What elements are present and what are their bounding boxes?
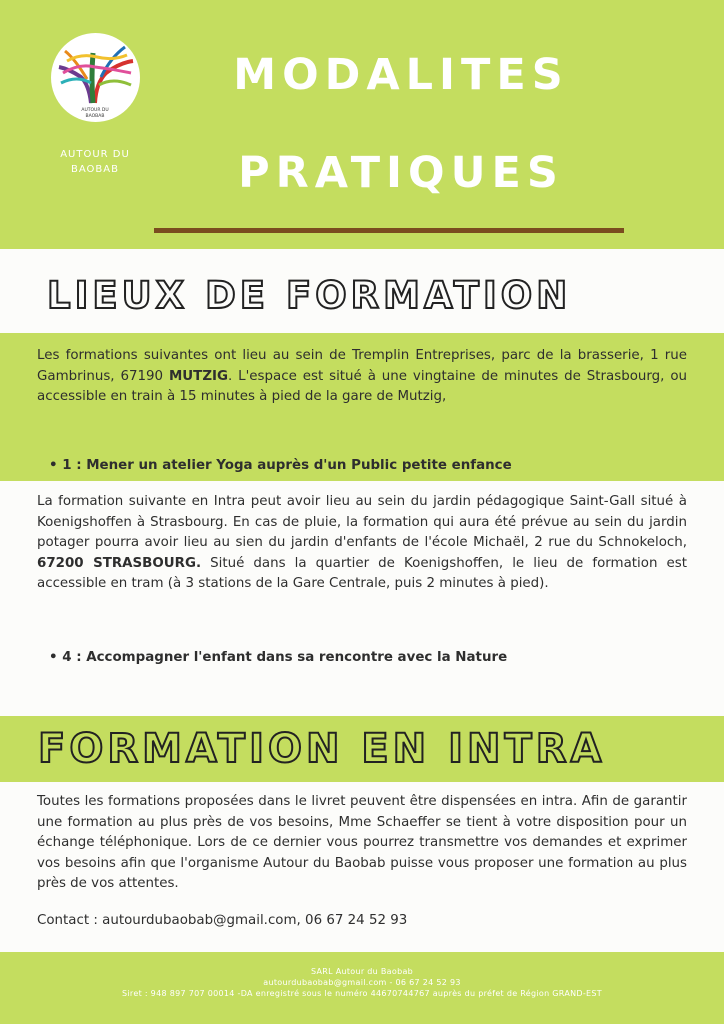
logo-caption-line1: AUTOUR DU [60,149,130,160]
lieux-paragraph-2-tail: Situé dans la quartier de Koenigshoffen, le lieu de formation est accessible en tram (à 3 stations de la Gare Centrale, puis 2 minutes à pied). [37,555,687,591]
lieux-paragraph-1-text: Les formations suivantes ont lieu au sein de Tremplin Entreprises, parc de la brasserie, 1 rue Gambrinus, 67190 [37,348,687,384]
footer [0,952,724,1024]
logo-caption-line2: BAOBAB [71,164,119,175]
footer-company: SARL Autour du Baobab [310,967,414,976]
lieux-paragraph-1-tail: . L'espace est situé à une vingtaine de minutes de Strasbourg, ou accessible en train à 15 minutes à pied de la gare de Mutzig, [37,368,687,404]
lieux-paragraph-2 [37,492,687,595]
intra-heading: FORMATION EN INTRA [38,726,606,772]
footer-siret: Siret : 948 897 707 00014 -DA enregistré sous le numéro 44670744767 auprès du préfet de Région GRAND-EST [122,989,602,998]
footer-contact: autourdubaobab@gmail.com - 06 67 24 52 93 [263,978,461,987]
intra-paragraph: Toutes les formations proposées dans le livret peuvent être dispensées en intra. Afin de garantir une formation au plus près de vos besoins, Mme Schaeffer se tient à votre disposition pour un échange téléphonique. Lors de ce dernier vous pourrez transmettre vos demandes et exprimer vos besoins afin que l'organisme Autour du Baobab puisse vous proposer une formation au plus près de vos attentes. [37,794,687,891]
logo-text-bottom: BAOBAB [85,114,105,119]
baobab-logo [51,33,140,122]
lieux-paragraph-1 [37,346,687,408]
lieux-paragraph-1-city: MUTZIG [168,368,228,384]
intra-heading-band [0,716,724,782]
contact-line: Contact : autourdubaobab@gmail.com, 06 67 24 52 93 [37,913,408,928]
bullet-item-2: • 4 : Accompagner l'enfant dans sa rencontre avec la Nature [49,650,508,665]
page-title-line2: PRATIQUES [238,148,564,198]
bullet-item-1-text: 1 : Mener un atelier Yoga auprès d'un Public petite enfance [62,458,512,473]
title-underline [154,228,624,233]
bullet-item-1: • 1 : Mener un atelier Yoga auprès d'un Public petite enfance [49,458,512,473]
page-title-line1: MODALITES [233,50,569,100]
header-banner [0,0,724,249]
lieux-heading-band [0,249,724,333]
logo-caption [40,147,150,177]
lieux-heading: LIEUX DE FORMATION [47,274,572,317]
lieux-paragraph-2-city: 67200 STRASBOURG. [37,555,202,571]
bullet-item-2-text: 4 : Accompagner l'enfant dans sa rencontre avec la Nature [62,650,508,665]
logo-text-top: AUTOUR DU [81,108,109,113]
baobab-tree-icon [51,33,140,122]
lieux-paragraph-2-text: La formation suivante en Intra peut avoir lieu au sein du jardin pédagogique Saint-Gall situé à Koenigshoffen à Strasbourg. En cas de pluie, la formation qui aura été prévue au sein du jardin potager pourra avoir lieu au sien du jardin d'enfants de l'école Michaël, 2 rue du Schnokeloch, [37,494,687,550]
